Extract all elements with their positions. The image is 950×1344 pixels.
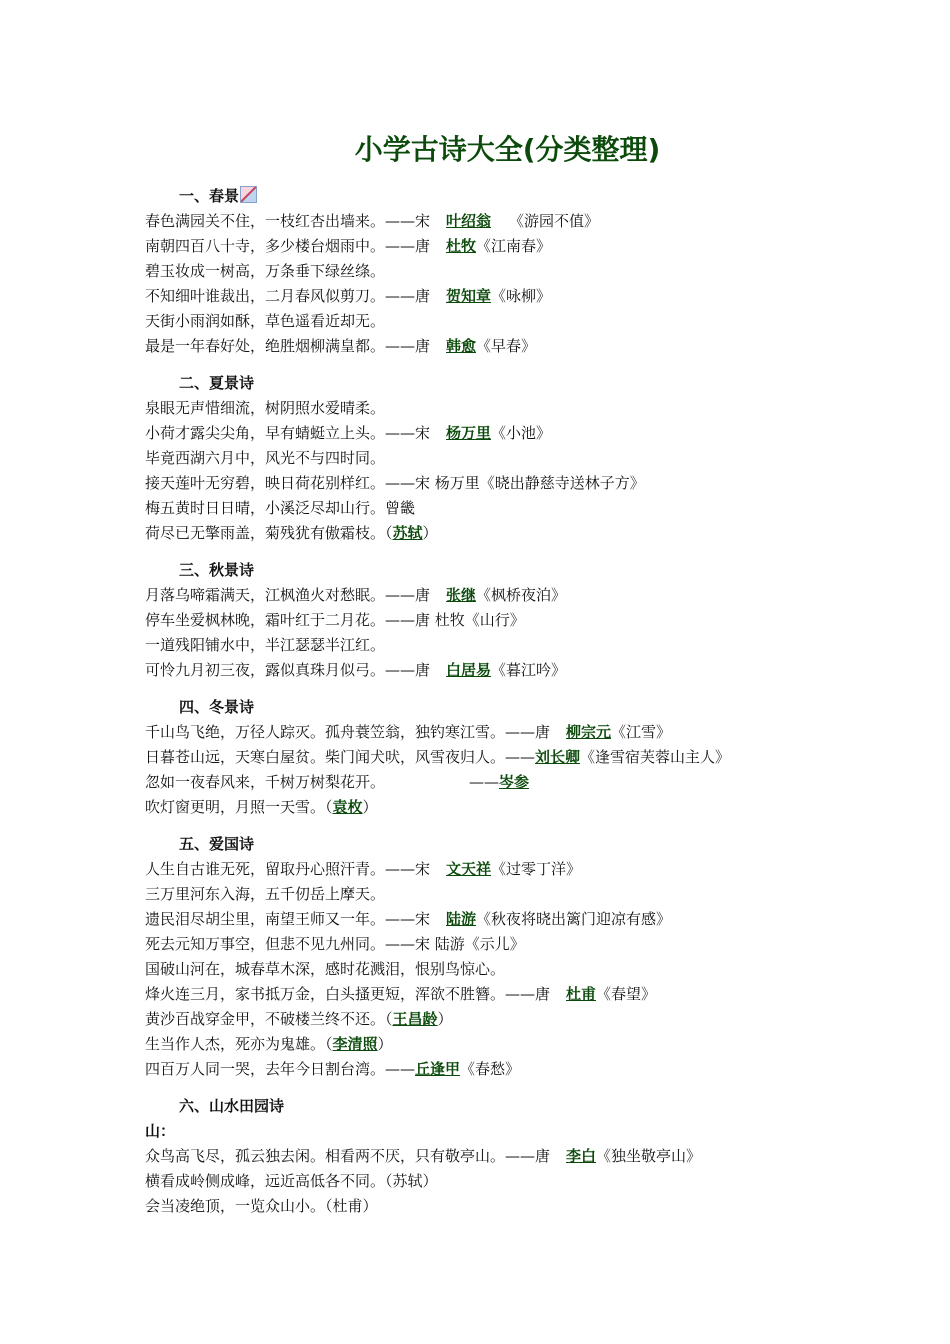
poem-text: 日暮苍山远，天寒白屋贫。柴门闻犬吠，风雪夜归人。——	[145, 748, 536, 766]
author-link[interactable]: 刘长卿	[535, 748, 581, 766]
poem-text: 荷尽已无擎雨盖，菊残犹有傲霜枝。（	[145, 524, 393, 542]
poem-text: 吹灯窗更明，月照一天雪。（	[145, 798, 333, 816]
section-heading	[145, 558, 925, 583]
poem-work-title: 《江雪》	[611, 723, 672, 741]
poem-line	[145, 1194, 925, 1219]
author-link[interactable]: 杨万里	[446, 424, 492, 442]
poem-line	[145, 1057, 925, 1082]
section-heading	[145, 832, 925, 857]
author-link[interactable]: 李白	[566, 1147, 597, 1165]
poem-line	[145, 284, 925, 309]
section-subheading: 山：	[145, 1122, 176, 1140]
poem-line	[145, 309, 925, 334]
poem-text: 不知细叶谁裁出，二月春风似剪刀。——唐	[145, 287, 431, 305]
poem-text: 遗民泪尽胡尘里，南望王师又一年。——宋	[145, 910, 431, 928]
poem-line	[145, 907, 925, 932]
poem-line	[145, 857, 925, 882]
author-link[interactable]: 苏轼	[392, 524, 423, 542]
poem-work-title: ）	[437, 1010, 453, 1028]
poem-line	[145, 521, 925, 546]
poem-work-title: 《枫桥夜泊》	[476, 586, 567, 604]
poem-text: 可怜九月初三夜，露似真珠月似弓。——唐	[145, 661, 431, 679]
poem-text: 忽如一夜春风来，千树万树梨花开。	[145, 773, 386, 791]
poem-line	[145, 334, 925, 359]
author-link[interactable]: 王昌龄	[392, 1010, 438, 1028]
author-link[interactable]: 丘逢甲	[415, 1060, 461, 1078]
section-heading	[145, 184, 925, 209]
poem-line	[145, 471, 925, 496]
poem-line	[145, 745, 925, 770]
poem-text: 梅五黄时日日晴，小溪泛尽却山行。曾畿	[145, 499, 416, 517]
author-link[interactable]: 韩愈	[446, 337, 477, 355]
poem-work-title: ）	[377, 1035, 393, 1053]
poem-text: 毕竟西湖六月中，风光不与四时同。	[145, 449, 386, 467]
poem-text: 天街小雨润如酥，草色遥看近却无。	[145, 312, 386, 330]
author-link[interactable]: 岑参	[499, 773, 530, 791]
section-heading	[145, 695, 925, 720]
poem-text: 小荷才露尖尖角，早有蜻蜓立上头。——宋	[145, 424, 431, 442]
section-heading-text: 三、秋景诗	[179, 561, 255, 579]
author-link[interactable]: 李清照	[332, 1035, 378, 1053]
poem-text: 人生自古谁无死，留取丹心照汗青。——宋	[145, 860, 431, 878]
poem-text: 月落乌啼霜满天，江枫渔火对愁眠。——唐	[145, 586, 431, 604]
poem-work-title: 《江南春》	[476, 237, 552, 255]
author-link[interactable]: 叶绍翁	[446, 212, 492, 230]
poem-text: 四百万人同一哭，去年今日割台湾。——	[145, 1060, 416, 1078]
broken-image-icon	[240, 186, 257, 203]
poem-text: 众鸟高飞尽，孤云独去闲。相看两不厌，只有敬亭山。——唐	[145, 1147, 551, 1165]
poem-text: 一道残阳铺水中，半江瑟瑟半江红。	[145, 636, 386, 654]
poem-line	[145, 720, 925, 745]
poem-line	[145, 496, 925, 521]
poem-line	[145, 770, 925, 795]
poem-line	[145, 1169, 925, 1194]
poem-text: 千山鸟飞绝，万径人踪灭。孤舟蓑笠翁，独钓寒江雪。——唐	[145, 723, 551, 741]
section-heading-text: 六、山水田园诗	[179, 1097, 285, 1115]
author-link[interactable]: 杜甫	[566, 985, 597, 1003]
poem-line	[145, 209, 925, 234]
poem-text: 接天莲叶无穷碧，映日荷花别样红。——宋 杨万里《晓出静慈寺送林子方》	[145, 474, 645, 492]
poem-line	[145, 259, 925, 284]
poem-text: 横看成岭侧成峰，远近高低各不同。（苏轼）	[145, 1172, 438, 1190]
poem-work-title: 《暮江吟》	[491, 661, 567, 679]
author-link[interactable]: 陆游	[446, 910, 477, 928]
section-heading	[145, 371, 925, 396]
poem-work-title: ）	[362, 798, 378, 816]
poem-work-title: 《春望》	[596, 985, 657, 1003]
author-link[interactable]: 袁枚	[332, 798, 363, 816]
poem-work-title: ）	[422, 524, 438, 542]
author-link[interactable]: 柳宗元	[566, 723, 612, 741]
poem-work-title: 《秋夜将晓出篱门迎凉有感》	[476, 910, 672, 928]
section-heading-text: 二、夏景诗	[179, 374, 255, 392]
poem-line	[145, 608, 925, 633]
poem-text: 死去元知万事空，但悲不见九州同。——宋 陆游《示儿》	[145, 935, 525, 953]
poem-work-title: 《独坐敬亭山》	[596, 1147, 702, 1165]
poem-work-title: 《过零丁洋》	[491, 860, 582, 878]
poem-line	[145, 1144, 925, 1169]
poem-text: 碧玉妆成一树高，万条垂下绿丝绦。	[145, 262, 386, 280]
poem-text: 停车坐爱枫林晚，霜叶红于二月花。——唐 杜牧《山行》	[145, 611, 525, 629]
section-heading-text: 五、爱国诗	[179, 835, 255, 853]
poem-text: 泉眼无声惜细流，树阴照水爱晴柔。	[145, 399, 386, 417]
poem-text: 三万里河东入海，五千仞岳上摩天。	[145, 885, 386, 903]
poem-work-title: 《早春》	[476, 337, 537, 355]
poem-line	[145, 446, 925, 471]
page-title: 小学古诗大全(分类整理)	[354, 133, 661, 166]
poem-line	[145, 583, 925, 608]
poem-work-title: 《逢雪宿芙蓉山主人》	[580, 748, 731, 766]
poem-line	[145, 882, 925, 907]
poem-text: 南朝四百八十寺，多少楼台烟雨中。——唐	[145, 237, 431, 255]
poem-text: 烽火连三月，家书抵万金，白头搔更短，浑欲不胜簪。——唐	[145, 985, 551, 1003]
author-link[interactable]: 贺知章	[446, 287, 492, 305]
poem-line	[145, 1032, 925, 1057]
poem-line	[145, 795, 925, 820]
poem-line	[145, 633, 925, 658]
poem-work-title: 《游园不值》	[509, 212, 600, 230]
poem-text: 生当作人杰，死亦为鬼雄。（	[145, 1035, 333, 1053]
poem-text: 黄沙百战穿金甲，不破楼兰终不还。（	[145, 1010, 393, 1028]
poem-dash: ——	[469, 773, 500, 791]
poem-work-title: 《咏柳》	[491, 287, 552, 305]
poem-work-title: 《春愁》	[460, 1060, 521, 1078]
poem-line	[145, 957, 925, 982]
author-link[interactable]: 文天祥	[446, 860, 492, 878]
poem-line	[145, 1007, 925, 1032]
poem-line	[145, 421, 925, 446]
author-link[interactable]: 白居易	[446, 661, 492, 679]
poem-list	[145, 184, 925, 1219]
section-heading	[145, 1094, 925, 1119]
poem-text: 国破山河在，城春草木深，感时花溅泪，恨别鸟惊心。	[145, 960, 506, 978]
poem-line	[145, 658, 925, 683]
author-link[interactable]: 杜牧	[446, 237, 477, 255]
poem-line	[145, 234, 925, 259]
poem-text: 春色满园关不住，一枝红杏出墙来。——宋	[145, 212, 431, 230]
poem-text: 最是一年春好处，绝胜烟柳满皇都。——唐	[145, 337, 431, 355]
poem-line	[145, 932, 925, 957]
section-heading-text: 一、春景	[179, 187, 240, 205]
author-link[interactable]: 张继	[446, 586, 477, 604]
poem-work-title: 《小池》	[491, 424, 552, 442]
poem-line	[145, 982, 925, 1007]
poem-text: 会当凌绝顶，一览众山小。（杜甫）	[145, 1197, 378, 1215]
poem-line	[145, 396, 925, 421]
section-heading-text: 四、冬景诗	[179, 698, 255, 716]
